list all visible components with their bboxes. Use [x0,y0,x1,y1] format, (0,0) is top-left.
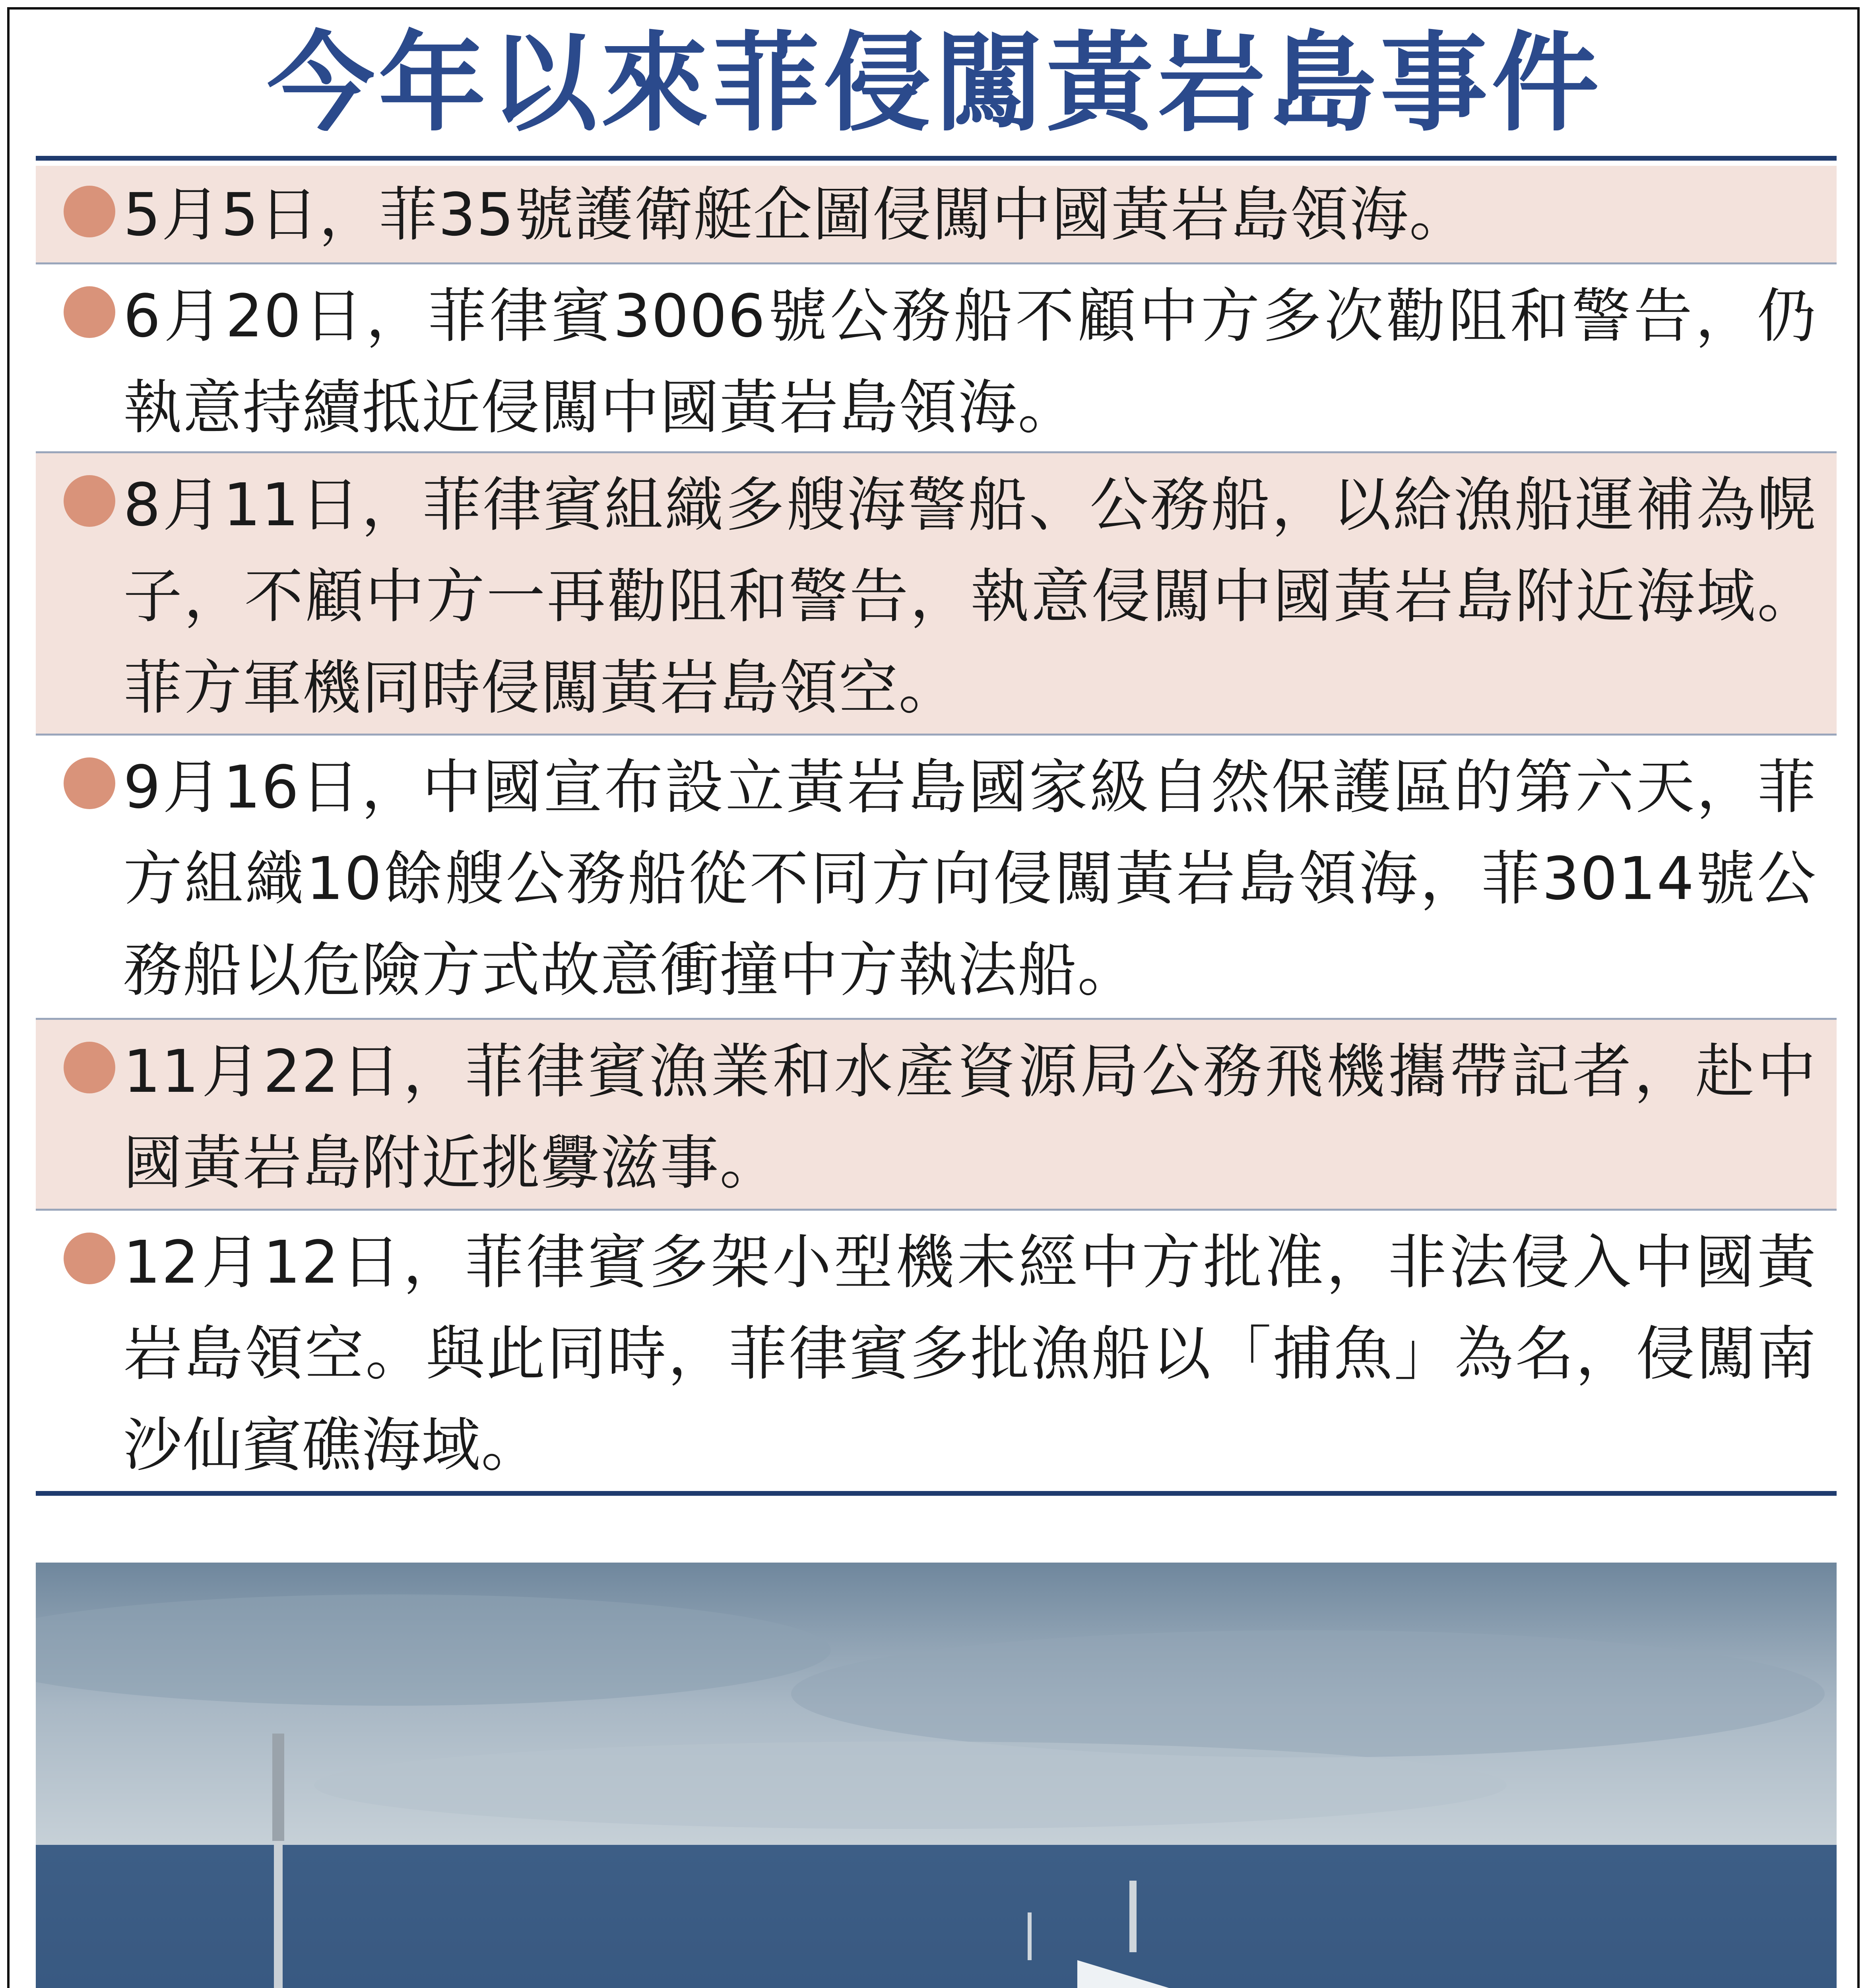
event-item [36,453,1837,736]
sea [36,1845,1837,1988]
event-text: 12月12日，菲律賓多架小型機未經中方批准，非法侵入中國黃岩島領空。與此同時，菲律賓多批漁船以「捕魚」為名，侵闖南沙仙賓礁海域。 [123,1228,1817,1479]
event-text: 8月11日，菲律賓組織多艘海警船、公務船，以給漁船運補為幌子，不顧中方一再勸阻和警告，執意侵闖中國黃岩島附近海域。菲方軍機同時侵闖黃岩島領空。 [123,471,1817,722]
event-text: 6月20日，菲律賓3006號公務船不顧中方多次勸阻和警告，仍執意持續抵近侵闖中國黃岩島領海。 [123,282,1817,442]
event-item [36,264,1837,453]
event-text: 5月5日，菲35號護衛艇企圖侵闖中國黃岩島領海。 [123,181,1469,249]
ship-scene-illustration [36,1563,1837,1988]
bullet-dot [64,286,115,338]
bullet-dot [64,757,115,809]
bullet-dot [64,1042,115,1093]
news-photo [36,1563,1837,1988]
event-item [36,1020,1837,1211]
bullet-dot [64,1233,115,1284]
event-item [36,736,1837,1020]
page-title: 今年以來菲侵闖黃岩島事件 [267,21,1603,146]
bullet-dot [64,475,115,527]
top-rule [36,156,1837,161]
event-item [36,1211,1837,1493]
bullet-dot [64,186,115,237]
bottom-rule [36,1491,1837,1496]
event-text: 11月22日，菲律賓漁業和水產資源局公務飛機攜帶記者，赴中國黃岩島附近挑釁滋事。 [123,1037,1817,1197]
event-text: 9月16日，中國宣布設立黃岩島國家級自然保護區的第六天，菲方組織10餘艘公務船從不同方向侵闖黃岩島領海，菲3014號公務船以危險方式故意衝撞中方執法船。 [123,753,1817,1004]
event-item [36,166,1837,264]
